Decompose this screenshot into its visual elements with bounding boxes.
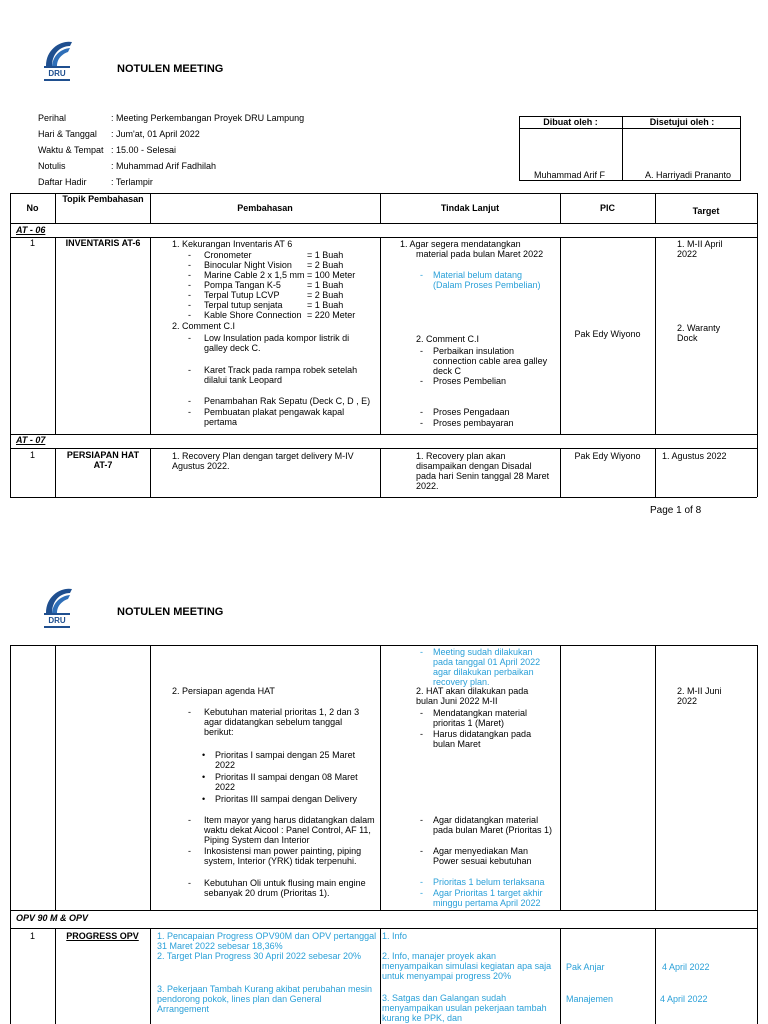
row1-followup2b: Proses Pembelian — [433, 376, 507, 386]
row1-item2: 2. Comment C.I — [172, 321, 236, 331]
inv-name: Marine Cable 2 x 1,5 mm — [204, 270, 305, 280]
meta-label-notulis: Notulis — [38, 161, 66, 171]
meta-label-attendance: Daftar Hadir — [38, 177, 87, 187]
priority-1: Prioritas I sampai dengan 25 Maret 2022 — [215, 750, 356, 770]
hat-followup-c: Agar didatangkan material pada bulan Maret (Prioritas 1) — [433, 815, 553, 835]
section-at06: AT - 06 — [16, 225, 46, 235]
hat-material-need: Kebutuhan material prioritas 1, 2 dan 3 agar didatangkan sebelum tanggal berikut: — [204, 707, 360, 737]
row1-followup2: 2. Comment C.I — [416, 334, 480, 344]
inv-name: Cronometer — [204, 250, 252, 260]
meta-value-attendance: : Terlampir — [111, 177, 153, 187]
inv-qty: = 1 Buah — [307, 280, 344, 290]
inv-name: Kable Shore Connection — [204, 310, 302, 320]
row3-no: 1 — [29, 931, 35, 941]
meta-value-time: : 15.00 - Selesai — [111, 145, 177, 155]
inv-name: Binocular Night Vision — [204, 260, 292, 270]
row1-comment3: Penambahan Rak Sepatu (Deck C, D , E) — [204, 396, 371, 406]
manpower-inconsistency: Inkosistensi man power painting, piping system, Interior (YRK) tidak terpenuhi. — [204, 846, 362, 866]
row2-discussion: 1. Recovery Plan dengan target delivery M-IV Agustus 2022. — [172, 451, 354, 471]
row1-no: 1 — [29, 238, 35, 248]
row3-followup1: 1. Info — [382, 931, 408, 941]
meeting-done-note: Meeting sudah dilakukan pada tanggal 01 April 2022 agar dilakukan perbaikan recovery plan. — [433, 647, 541, 687]
row3-target2: 4 April 2022 — [662, 962, 710, 972]
made-by-name: Muhammad Arif F — [534, 170, 606, 180]
row2-pic: Pak Edy Wiyono — [574, 451, 641, 461]
meta-label-date: Hari & Tanggal — [38, 129, 97, 139]
row1-followup1: 1. Agar segera mendatangkan material pada bulan Maret 2022 — [400, 239, 544, 259]
header-topic: Topik Pembahasan — [62, 194, 144, 204]
row1-comment4: Pembuatan plakat pengawak kapal pertama — [204, 407, 345, 427]
row3-topic: PROGRESS OPV — [66, 931, 139, 941]
hat-followup-b: Harus didatangkan pada bulan Maret — [433, 729, 532, 749]
major-items: Item mayor yang harus didatangkan dalam waktu dekat Aicool : Panel Control, AF 11, Piping System dan Interior — [204, 815, 375, 845]
row3-discussion1: 1. Pencapaian Progress OPV90M dan OPV pertanggal 31 Maret 2022 sebesar 18,36% — [157, 931, 377, 951]
made-by-label: Dibuat oleh : — [543, 117, 598, 127]
hat-agenda: 2. Persiapan agenda HAT — [172, 686, 275, 696]
svg-text:DRU: DRU — [48, 616, 66, 625]
page-title: NOTULEN MEETING — [117, 63, 224, 75]
row1-comment1: Low Insulation pada kompor listrik di galley deck C. — [204, 333, 350, 353]
inv-qty: = 1 Buah — [307, 300, 344, 310]
row3-pic2: Pak Anjar — [566, 962, 605, 972]
inv-qty: = 220 Meter — [307, 310, 356, 320]
header-target: Target — [692, 206, 720, 216]
row1-followup2d: Proses pembayaran — [433, 418, 514, 428]
row1-target1: 1. M-II April 2022 — [677, 239, 723, 259]
row2-no: 1 — [29, 450, 35, 460]
inv-qty: = 2 Buah — [307, 260, 344, 270]
meta-label-time: Waktu & Tempat — [38, 145, 104, 155]
meta-value-date: : Jum'at, 01 April 2022 — [111, 129, 200, 139]
row3-discussion2: 2. Target Plan Progress 30 April 2022 sebesar 20% — [157, 951, 361, 961]
inv-qty: = 1 Buah — [307, 250, 344, 260]
inv-qty: = 2 Buah — [307, 290, 344, 300]
meta-value-perihal: : Meeting Perkembangan Proyek DRU Lampung — [111, 113, 305, 123]
header-discussion: Pembahasan — [237, 203, 293, 213]
header-no: No — [26, 203, 39, 213]
oil-need: Kebutuhan Oli untuk flusing main engine sebanyak 20 drum (Prioritas 1). — [204, 878, 366, 898]
row2-followup: 1. Recovery plan akan disampaikan dengan Disadal pada hari Senin tanggal 28 Maret 2022. — [416, 451, 550, 491]
row1-item1: 1. Kekurangan Inventaris AT 6 — [172, 239, 293, 249]
priority-status: Prioritas 1 belum terlaksana — [433, 877, 545, 887]
row1-followup1-status: Material belum datang (Dalam Proses Pembelian) — [433, 270, 541, 290]
row1-target2: 2. Waranty Dock — [677, 323, 721, 343]
svg-text:DRU: DRU — [48, 69, 66, 78]
hat-followup-d: Agar menyediakan Man Power sesuai kebutuhan — [433, 846, 532, 866]
hat-target: 2. M-II Juni 2022 — [677, 686, 722, 706]
approved-by-label: Disetujui oleh : — [649, 117, 715, 127]
page-title: NOTULEN MEETING — [117, 606, 224, 618]
row3-discussion3: 3. Pekerjaan Tambah Kurang akibat perubahan mesin pendorong pokok, lines plan dan General Arrangement — [157, 984, 372, 1014]
page-number: Page 1 of 8 — [650, 505, 702, 516]
priority-target: Agar Prioritas 1 target akhir minggu pertama April 2022 — [433, 888, 543, 908]
row1-followup2c: Proses Pengadaan — [433, 407, 510, 417]
row1-comment2: Karet Track pada rampa robek setelah dilalui tank Leopard — [204, 365, 358, 385]
header-followup: Tindak Lanjut — [440, 203, 500, 213]
inv-name: Terpal Tutup LCVP — [204, 290, 280, 300]
hat-followup-a: Mendatangkan material prioritas 1 (Maret) — [433, 708, 528, 728]
row3-followup2: 2. Info, manajer proyek akan menyampaikan simulasi kegiatan apa saja untuk menyampai progress 20% — [382, 951, 552, 981]
section-at07: AT - 07 — [16, 435, 46, 445]
inv-name: Terpal tutup senjata — [204, 300, 283, 310]
section-opv: OPV 90 M & OPV — [16, 913, 89, 923]
row3-target3: 4 April 2022 — [660, 994, 708, 1004]
priority-2: Prioritas II sampai dengan 08 Maret 2022 — [215, 772, 358, 792]
row1-pic: Pak Edy Wiyono — [574, 329, 641, 339]
row3-pic3: Manajemen — [566, 994, 614, 1004]
dru-logo — [40, 38, 74, 84]
priority-3: Prioritas III sampai dengan Delivery — [215, 794, 358, 804]
inv-qty: = 100 Meter — [307, 270, 356, 280]
meta-value-notulis: : Muhammad Arif Fadhilah — [111, 161, 217, 171]
row2-topic: PERSIAPAN HAT AT-7 — [66, 450, 140, 470]
hat-schedule: 2. HAT akan dilakukan pada bulan Juni 2022 M-II — [416, 686, 529, 706]
row2-target: 1. Agustus 2022 — [662, 451, 727, 461]
row3-followup3: 3. Satgas dan Galangan sudah menyampaikan usulan pekerjaan tambah kurang ke PPK, dan — [382, 993, 547, 1023]
inv-name: Pompa Tangan K-5 — [204, 280, 281, 290]
approved-by-name: A. Harriyadi Prananto — [645, 170, 732, 180]
dru-logo — [40, 585, 74, 631]
row1-followup2a: Perbaikan insulation connection cable area galley deck C — [433, 346, 548, 376]
meta-label-perihal: Perihal — [38, 113, 67, 123]
row1-topic: INVENTARIS AT-6 — [65, 238, 141, 248]
header-pic: PIC — [599, 203, 615, 213]
